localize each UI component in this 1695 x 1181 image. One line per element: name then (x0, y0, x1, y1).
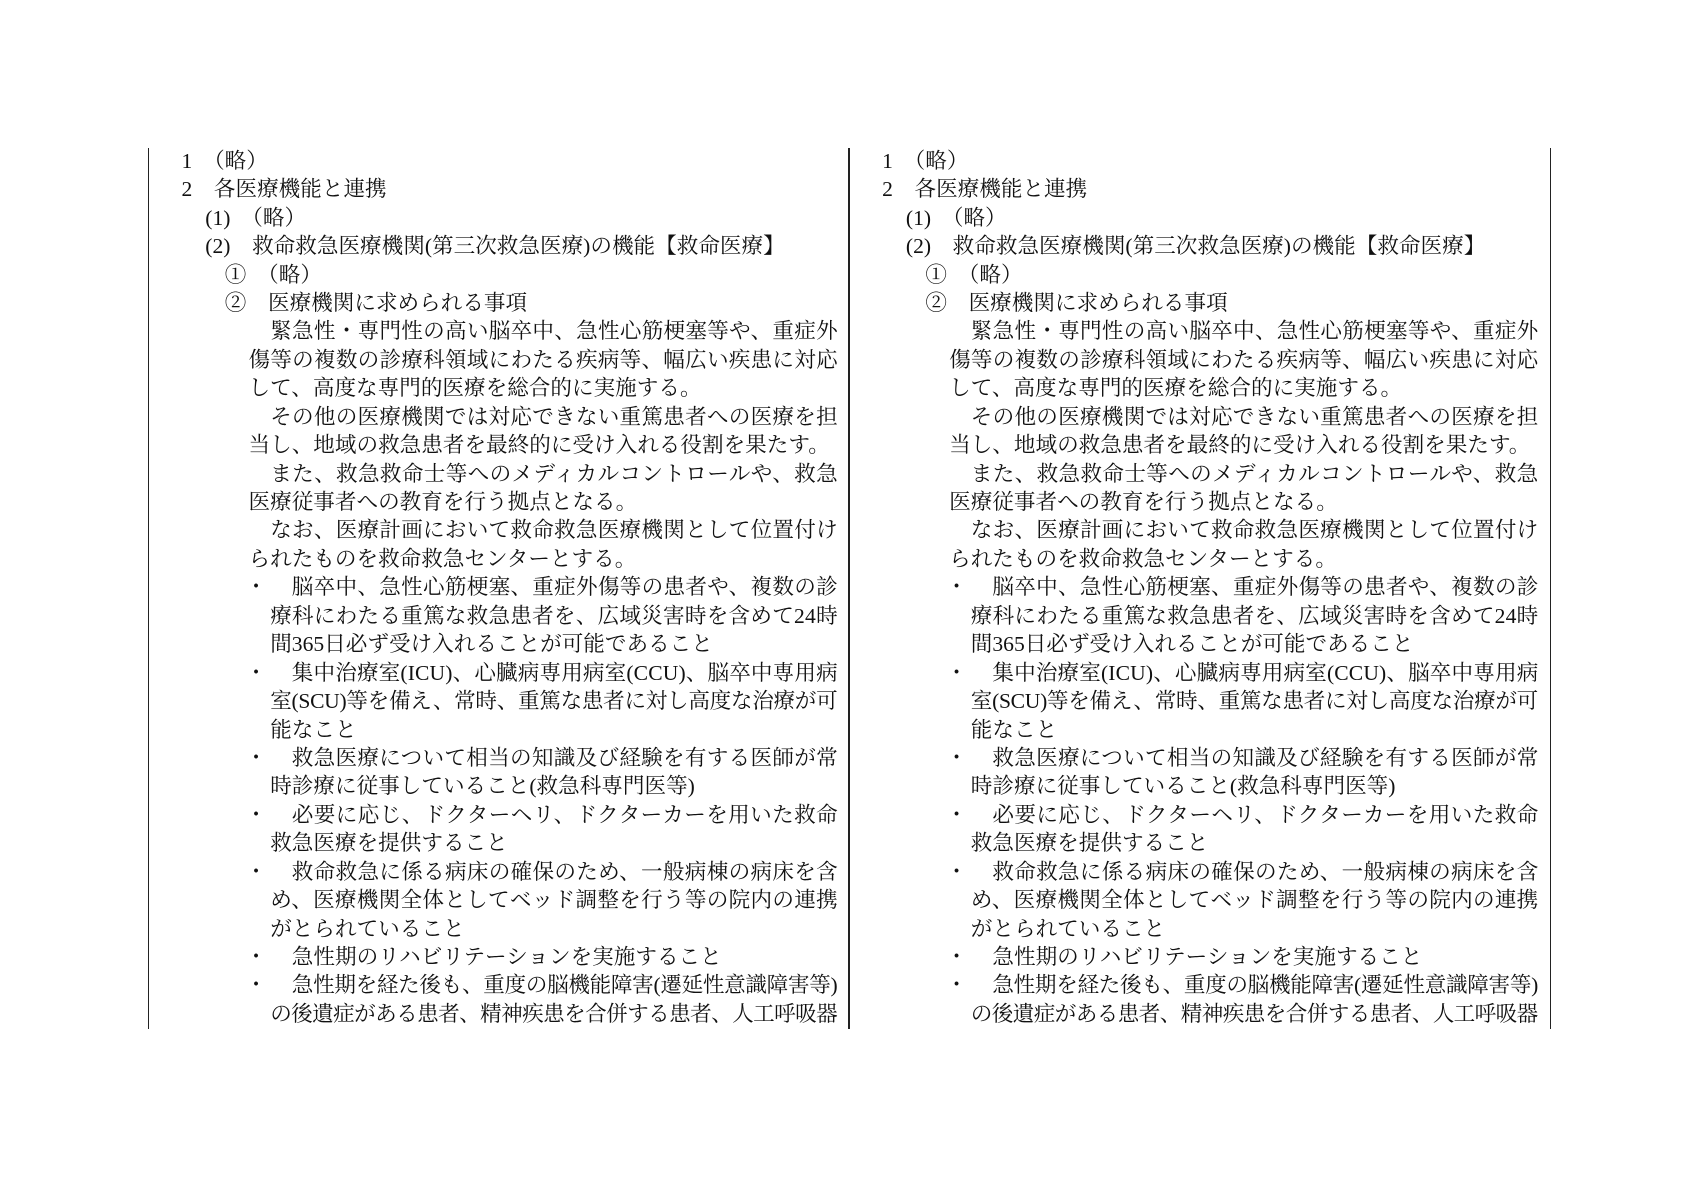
section-heading: 1 （略） (181, 148, 268, 173)
bullet-mark: ・ (245, 859, 267, 884)
bullet-item-line: 必要に応じ、ドクターヘリ、ドクターカーを用いた救命 (992, 802, 1539, 827)
bullet-item-line: 室(SCU)等を備え、常時、重篤な患者に対し高度な治療が可 (270, 689, 838, 714)
bullet-item-line: 時診療に従事していること(救急科専門医等) (970, 774, 1396, 799)
paragraph-line: また、救急救命士等へのメディカルコントロールや、救急 (270, 461, 839, 486)
item-heading: ② 医療機関に求められる事項 (224, 291, 528, 316)
bullet-item-line: の後遺症がある患者、精神疾患を合併する患者、人工呼吸器 (970, 1001, 1538, 1026)
bullet-item-line: の後遺症がある患者、精神疾患を合併する患者、人工呼吸器 (270, 1001, 838, 1026)
bullet-item-line: 救急医療を提供すること (970, 831, 1209, 856)
bullet-mark: ・ (245, 973, 267, 998)
bullet-mark: ・ (245, 745, 267, 770)
bullet-mark: ・ (945, 944, 968, 969)
bullet-item-line: 救命救急に係る病床の確保のため、一般病棟の病床を含 (291, 859, 838, 884)
bullet-item-line: 脳卒中、急性心筋梗塞、重症外傷等の患者や、複数の診 (992, 575, 1539, 600)
bullet-item-line: め、医療機関全体としてベッド調整を行う等の院内の連携 (270, 888, 838, 913)
bullet-item-line: 療科にわたる重篤な救急患者を、広域災害時を含めて24時 (270, 603, 838, 628)
item-heading: ① （略） (224, 262, 322, 287)
bullet-item-line: め、医療機関全体としてベッド調整を行う等の院内の連携 (970, 888, 1539, 913)
bullet-item-line: 間365日必ず受け入れることが可能であること (270, 632, 713, 657)
paragraph-line: 当し、地域の救急患者を最終的に受け入れる役割を果たす。 (248, 433, 830, 458)
paragraph-line: また、救急救命士等へのメディカルコントロールや、救急 (970, 461, 1539, 486)
bullet-mark: ・ (245, 575, 267, 600)
paragraph-line: 緊急性・専門性の高い脳卒中、急性心筋梗塞等や、重症外 (970, 319, 1539, 344)
bullet-mark: ・ (245, 802, 267, 827)
bullet-mark: ・ (245, 660, 267, 685)
bullet-mark: ・ (945, 745, 968, 770)
bullet-item-line: 急性期を経た後も、重度の脳機能障害(遷延性意識障害等) (992, 973, 1538, 998)
bullet-item-line: 能なこと (270, 717, 357, 742)
bullet-item-line: 時診療に従事していること(救急科専門医等) (270, 774, 695, 799)
bullet-item-line: 集中治療室(ICU)、心臓病専用病室(CCU)、脳卒中専用病 (992, 660, 1539, 685)
right-column (849, 0, 1549, 1181)
left-column (148, 0, 848, 1181)
subsection-heading: (1) （略） (905, 205, 1007, 230)
bullet-mark: ・ (945, 575, 968, 600)
paragraph-line: 緊急性・専門性の高い脳卒中、急性心筋梗塞等や、重症外 (270, 319, 838, 344)
paragraph-line: 傷等の複数の診療科領域にわたる疾病等、幅広い疾患に対応 (248, 347, 838, 372)
column-divider-right (1550, 148, 1552, 1029)
paragraph-line: られたものを救命救急センターとする。 (248, 546, 637, 571)
section-heading: 1 （略） (882, 148, 969, 173)
bullet-item-line: 必要に応じ、ドクターヘリ、ドクターカーを用いた救命 (291, 802, 839, 827)
bullet-item-line: 室(SCU)等を備え、常時、重篤な患者に対し高度な治療が可 (970, 689, 1538, 714)
paragraph-line: なお、医療計画において救命救急医療機関として位置付け (270, 518, 838, 543)
paragraph-line: その他の医療機関では対応できない重篤患者への医療を担 (270, 404, 838, 429)
bullet-item-line: 急性期のリハビリテーションを実施すること (992, 944, 1423, 969)
bullet-mark: ・ (945, 973, 968, 998)
bullet-item-line: 能なこと (970, 717, 1058, 742)
paragraph-line: 当し、地域の救急患者を最終的に受け入れる役割を果たす。 (949, 433, 1531, 458)
paragraph-line: 傷等の複数の診療科領域にわたる疾病等、幅広い疾患に対応 (949, 347, 1539, 372)
bullet-mark: ・ (945, 802, 968, 827)
section-heading: 2 各医療機能と連携 (181, 177, 387, 202)
bullet-item-line: 間365日必ず受け入れることが可能であること (970, 632, 1414, 657)
paragraph-line: られたものを救命救急センターとする。 (949, 546, 1337, 571)
paragraph-line: その他の医療機関では対応できない重篤患者への医療を担 (970, 404, 1539, 429)
bullet-item-line: 急性期のリハビリテーションを実施すること (291, 944, 722, 969)
bullet-mark: ・ (945, 660, 968, 685)
bullet-item-line: がとられていること (970, 916, 1166, 941)
bullet-item-line: 急性期を経た後も、重度の脳機能障害(遷延性意識障害等) (291, 973, 838, 998)
bullet-item-line: 救急医療について相当の知識及び経験を有する医師が常 (291, 745, 838, 770)
subsection-heading: (1) （略） (205, 205, 307, 230)
bullet-item-line: がとられていること (270, 916, 465, 941)
subsection-heading: (2) 救命救急医療機関(第三次救急医療)の機能【救命医療】 (205, 234, 785, 259)
bullet-mark: ・ (945, 859, 968, 884)
paragraph-line: して、高度な専門的医療を総合的に実施する。 (248, 376, 702, 401)
bullet-item-line: 救命救急に係る病床の確保のため、一般病棟の病床を含 (992, 859, 1539, 884)
bullet-item-line: 救急医療を提供すること (270, 831, 508, 856)
bullet-item-line: 救急医療について相当の知識及び経験を有する医師が常 (992, 745, 1539, 770)
bullet-item-line: 療科にわたる重篤な救急患者を、広域災害時を含めて24時 (970, 603, 1539, 628)
paragraph-line: して、高度な専門的医療を総合的に実施する。 (949, 376, 1403, 401)
bullet-mark: ・ (245, 944, 267, 969)
item-heading: ② 医療機関に求められる事項 (925, 291, 1228, 316)
paragraph-line: 医療従事者への教育を行う拠点となる。 (949, 490, 1338, 515)
paragraph-line: なお、医療計画において救命救急医療機関として位置付け (970, 518, 1539, 543)
bullet-item-line: 集中治療室(ICU)、心臓病専用病室(CCU)、脳卒中専用病 (291, 660, 838, 685)
bullet-item-line: 脳卒中、急性心筋梗塞、重症外傷等の患者や、複数の診 (291, 575, 838, 600)
item-heading: ① （略） (925, 262, 1023, 287)
section-heading: 2 各医療機能と連携 (882, 177, 1088, 202)
subsection-heading: (2) 救命救急医療機関(第三次救急医療)の機能【救命医療】 (905, 234, 1486, 259)
paragraph-line: 医療従事者への教育を行う拠点となる。 (248, 490, 638, 515)
